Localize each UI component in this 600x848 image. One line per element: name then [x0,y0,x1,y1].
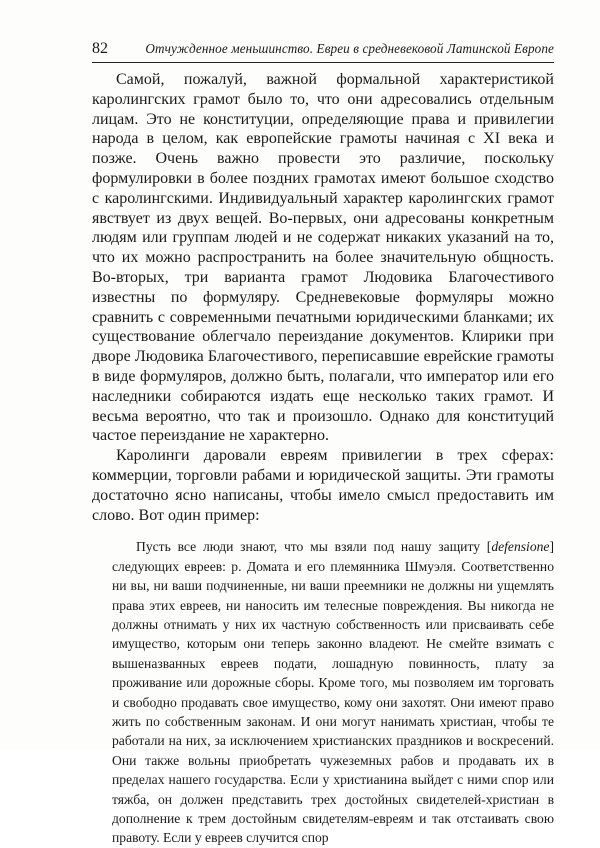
header-rule [92,62,554,63]
latin-term: defensione [491,539,550,555]
quote-text-start: Пусть все люди знают, что мы взяли под нашу защиту [ [136,539,492,555]
paragraph-2: Каролинги даровали евреям привилегии в трех сферах: коммерции, торговли рабами и юридической защиты. Эти грамоты достаточно ясно написаны, чтобы имело смысл предоставить им слово. Вот один пример: [92,447,554,524]
page-body [92,70,554,848]
paragraph-1: Самой, пожалуй, важной формальной характеристикой каролингских грамот было то, что они адресовались отдельным лицам. Это не конституции, определяющие права и привилегии народа в целом, как европейские грамоты начиная с XI века и позже. Очень важно провести это различие, поскольку формулировки в более поздних грамотах имеют большое сходство с каролингскими. Индивидуальный характер каролингских грамот явствует из двух вещей. Во-первых, они адресованы конкретным людям или группам людей и не содержат никаких указаний на то, что их можно распространить на более значительную общность. Во-вторых, три варианта грамот Людовика Благочестивого известны по формуляру. Средневековые формуляры можно сравнить с современными печатными юридическими бланками; их существование облегчало переиздание документов. Клирики при дворе Людовика Благочестивого, переписавшие еврейские грамоты в виде формуляров, должно быть, полагали, что император или его наследники собираются издать еще несколько таких грамот. И весьма вероятно, что так и произошло. Однако для конституций частое переиздание не характерно. [92,71,554,445]
block-quote [112,537,554,848]
page-number: 82 [92,40,108,57]
page-header [92,40,554,58]
quote-text-rest: ] следующих евреев: р. Домата и его племянника Шмуэля. Соответственно ни вы, ни ваши подчиненные, ни ваши преемники не должны ни ущемлять права этих евреев, ни наносить им телесные повреждения. Вы никогда не должны отнимать у них их частную собственность или присваивать себе имущество, которым они теперь законно владеют. Не смейте взимать с вышеназванных евреев подати, лошадную повинность, плату за проживание или дорожные сборы. Кроме того, мы позволяем им торговать и свободно продавать свое имущество, кому они захотят. Они имеют право жить по собственным законам. И они могут нанимать христиан, чтобы те работали на них, за исключением христианских праздников и воскресений. Они также вольны приобретать чужеземных рабов и продавать их в пределах нашего государства. Если у христианина выйдет с ними спор или тяжба, он должен представить трех достойных свидетелей-христиан в дополнение к трем достойным свидетелям-евреям и так отстаивать свою правоту. Если у евреев случится спор [112,539,554,846]
running-title: Отчужденное меньшинство. Евреи в средневековой Латинской Европе [145,41,554,56]
